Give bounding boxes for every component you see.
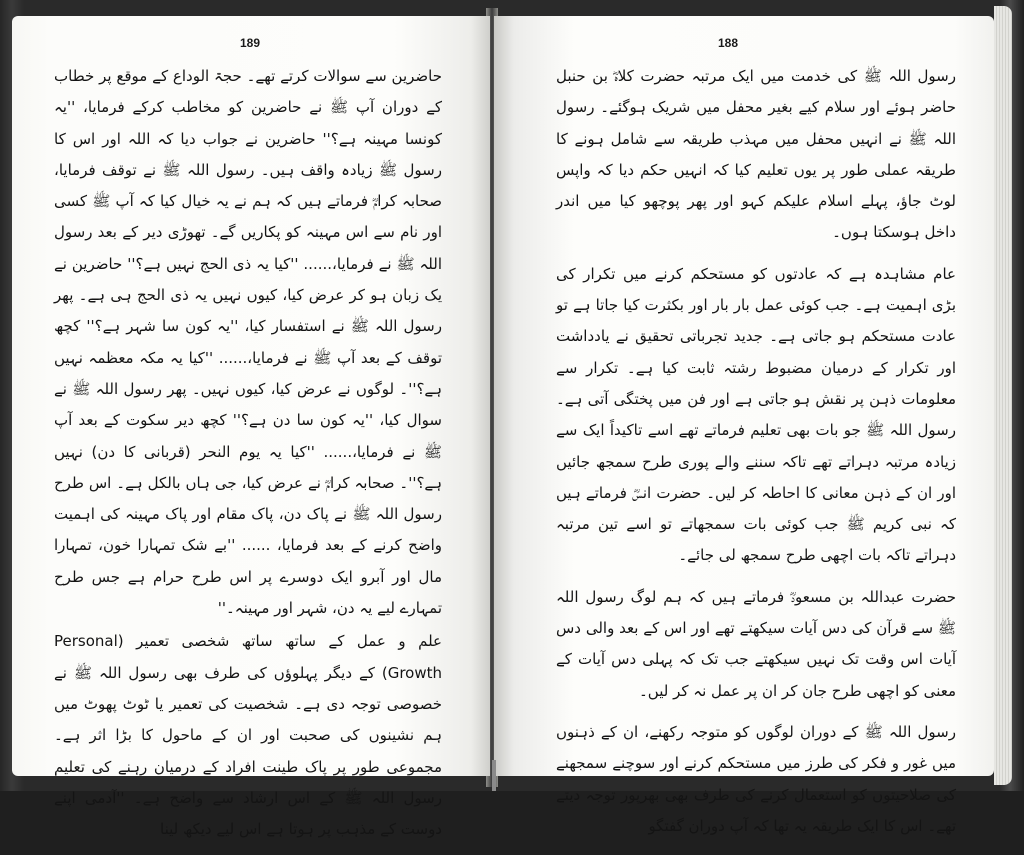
right-page (494, 16, 994, 835)
page-number: 188 (718, 36, 739, 50)
paragraph: حضرت عبداللہ بن مسعودؓ فرماتے ہیں کہ ہم لوگ رسول اللہ ﷺ سے قرآن کی دس آیات سیکھتے تھے اور اس کے بعد والی دس آیات اس وقت تک نہیں سیکھتے جب تک کہ پہلی دس آیات کے معنی کو اچھی طرح جان کر ان پر عمل نہ کر لیں۔ (556, 587, 956, 700)
ribbon-bookmark (492, 760, 496, 791)
paragraph: علم و عمل کے ساتھ ساتھ شخصی تعمیر (Personal Growth) کے دیگر پہلوؤں کی طرف بھی رسول اللہ ﷺ نے خصوصی توجہ دی ہے۔ شخصیت کی تعمیر یا ٹوٹ پھوٹ میں ہم نشینوں کی صحبت اور ان کے ماحول کا بڑا اثر ہے۔ مجموعی طور پر پاک طینت افراد کے درمیان رہنے کی تعلیم رسول اللہ ﷺ کے اس ارشاد سے واضح ہے۔ ''آدمی اپنے دوست کے مذہب پر ہوتا ہے اس لیے دیکھ لینا (54, 632, 442, 839)
paragraph: عام مشاہدہ ہے کہ عادتوں کو مستحکم کرنے میں تکرار کی بڑی اہمیت ہے۔ جب کوئی عمل بار بار اور بکثرت کیا جاتا ہے تو عادت مستحکم ہو جاتی ہے۔ جدید تجرباتی تحقیق نے یادداشت اور تکرار کے درمیان مضبوط رشتہ ثابت کیا ہے۔ تکرار سے معلومات ذہن پر نقش ہو جاتی ہے اور فن میں پختگی آتی ہے۔ رسول اللہ ﷺ جو بات بھی تعلیم فرماتے تھے اسے تاکیداً ایک سے زیادہ مرتبہ دہراتے تھے تاکہ سننے والے پوری طرح سمجھ جائیں اور ان کے ذہن معانی کا احاطہ کر لیں۔ حضرت انسؓ فرماتے ہیں کہ نبی کریم ﷺ جب کوئی بات سمجھاتے تو اسے تین مرتبہ دہراتے تاکہ بات اچھی طرح سمجھ لی جائے۔ (556, 264, 956, 565)
paragraph: حاضرین سے سوالات کرتے تھے۔ حجۃ الوداع کے موقع پر خطاب کے دوران آپ ﷺ نے حاضرین کو مخاطب کرکے فرمایا، ''یہ کونسا مہینہ ہے؟'' حاضرین نے جواب دیا کہ اللہ اور اس کا رسول ﷺ زیادہ واقف ہیں۔ رسول اللہ ﷺ نے توقف فرمایا، صحابہ کرامؓ فرماتے ہیں کہ ہم نے یہ خیال کیا کہ آپ ﷺ کسی اور نام سے اس مہینہ کو پکاریں گے۔ تھوڑی دیر کے بعد رسول اللہ ﷺ نے فرمایا،...... ''کیا یہ ذی الحج نہیں ہے؟'' حاضرین نے یک زبان ہو کر عرض کیا، کیوں نہیں یہ ذی الحج ہی ہے۔ پھر رسول اللہ ﷺ نے استفسار کیا، ''یہ کون سا شہر ہے؟'' کچھ توقف کے بعد آپ ﷺ نے فرمایا،...... ''کیا یہ مکہ معظمہ نہیں ہے؟''۔ لوگوں نے عرض کیا، کیوں نہیں۔ پھر رسول اللہ ﷺ نے سوال کیا، ''یہ کون سا دن ہے؟'' کچھ دیر سکوت کے بعد آپ ﷺ نے فرمایا،...... ''کیا یہ یوم النحر (قربانی کا دن) نہیں ہے؟''۔ صحابہ کرامؓ نے عرض کیا، جی ہاں بالکل ہے۔ اس طرح رسول اللہ ﷺ نے پاک دن، پاک مقام اور پاک مہینہ کی اہمیت واضح کرنے کے بعد فرمایا، ...... ''بے شک تمہارا خون، تمہارا مال اور آبرو ایک دوسرے پر اس طرح حرام ہے جس طرح تمہارے لیے یہ دن، شہر اور مہینہ۔'' (54, 67, 442, 618)
paragraph: رسول اللہ ﷺ کی خدمت میں ایک مرتبہ حضرت کلاہؓ بن حنبل حاضر ہوئے اور سلام کیے بغیر محفل میں شریک ہوگئے۔ رسول اللہ ﷺ نے انہیں محفل میں مہذب طریقہ سے شامل ہونے کا طریقہ عملی طور پر یوں تعلیم کیا کہ انہیں حکم دیا کہ واپس لوٹ جاؤ، پہلے اسلام علیکم کہو اور پھر پوچھو کیا میں اندر داخل ہوسکتا ہوں۔ (556, 67, 956, 242)
page-text (54, 61, 442, 855)
page-text (556, 61, 956, 852)
paragraph: رسول اللہ ﷺ کے دوران لوگوں کو متوجہ رکھنے، ان کے ذہنوں میں غور و فکر کی طرز میں مستحکم کرنے اور سوچنے سمجھنے کی صلاحیتوں کو استعمال کرنے کی طرف بھی بھرپور توجہ دیتے تھے۔ اس کا ایک طریقہ یہ تھا کہ آپ دوران گفتگو (556, 722, 956, 835)
page-edges (994, 6, 1012, 785)
page-number: 189 (240, 36, 261, 50)
left-page (12, 16, 490, 839)
